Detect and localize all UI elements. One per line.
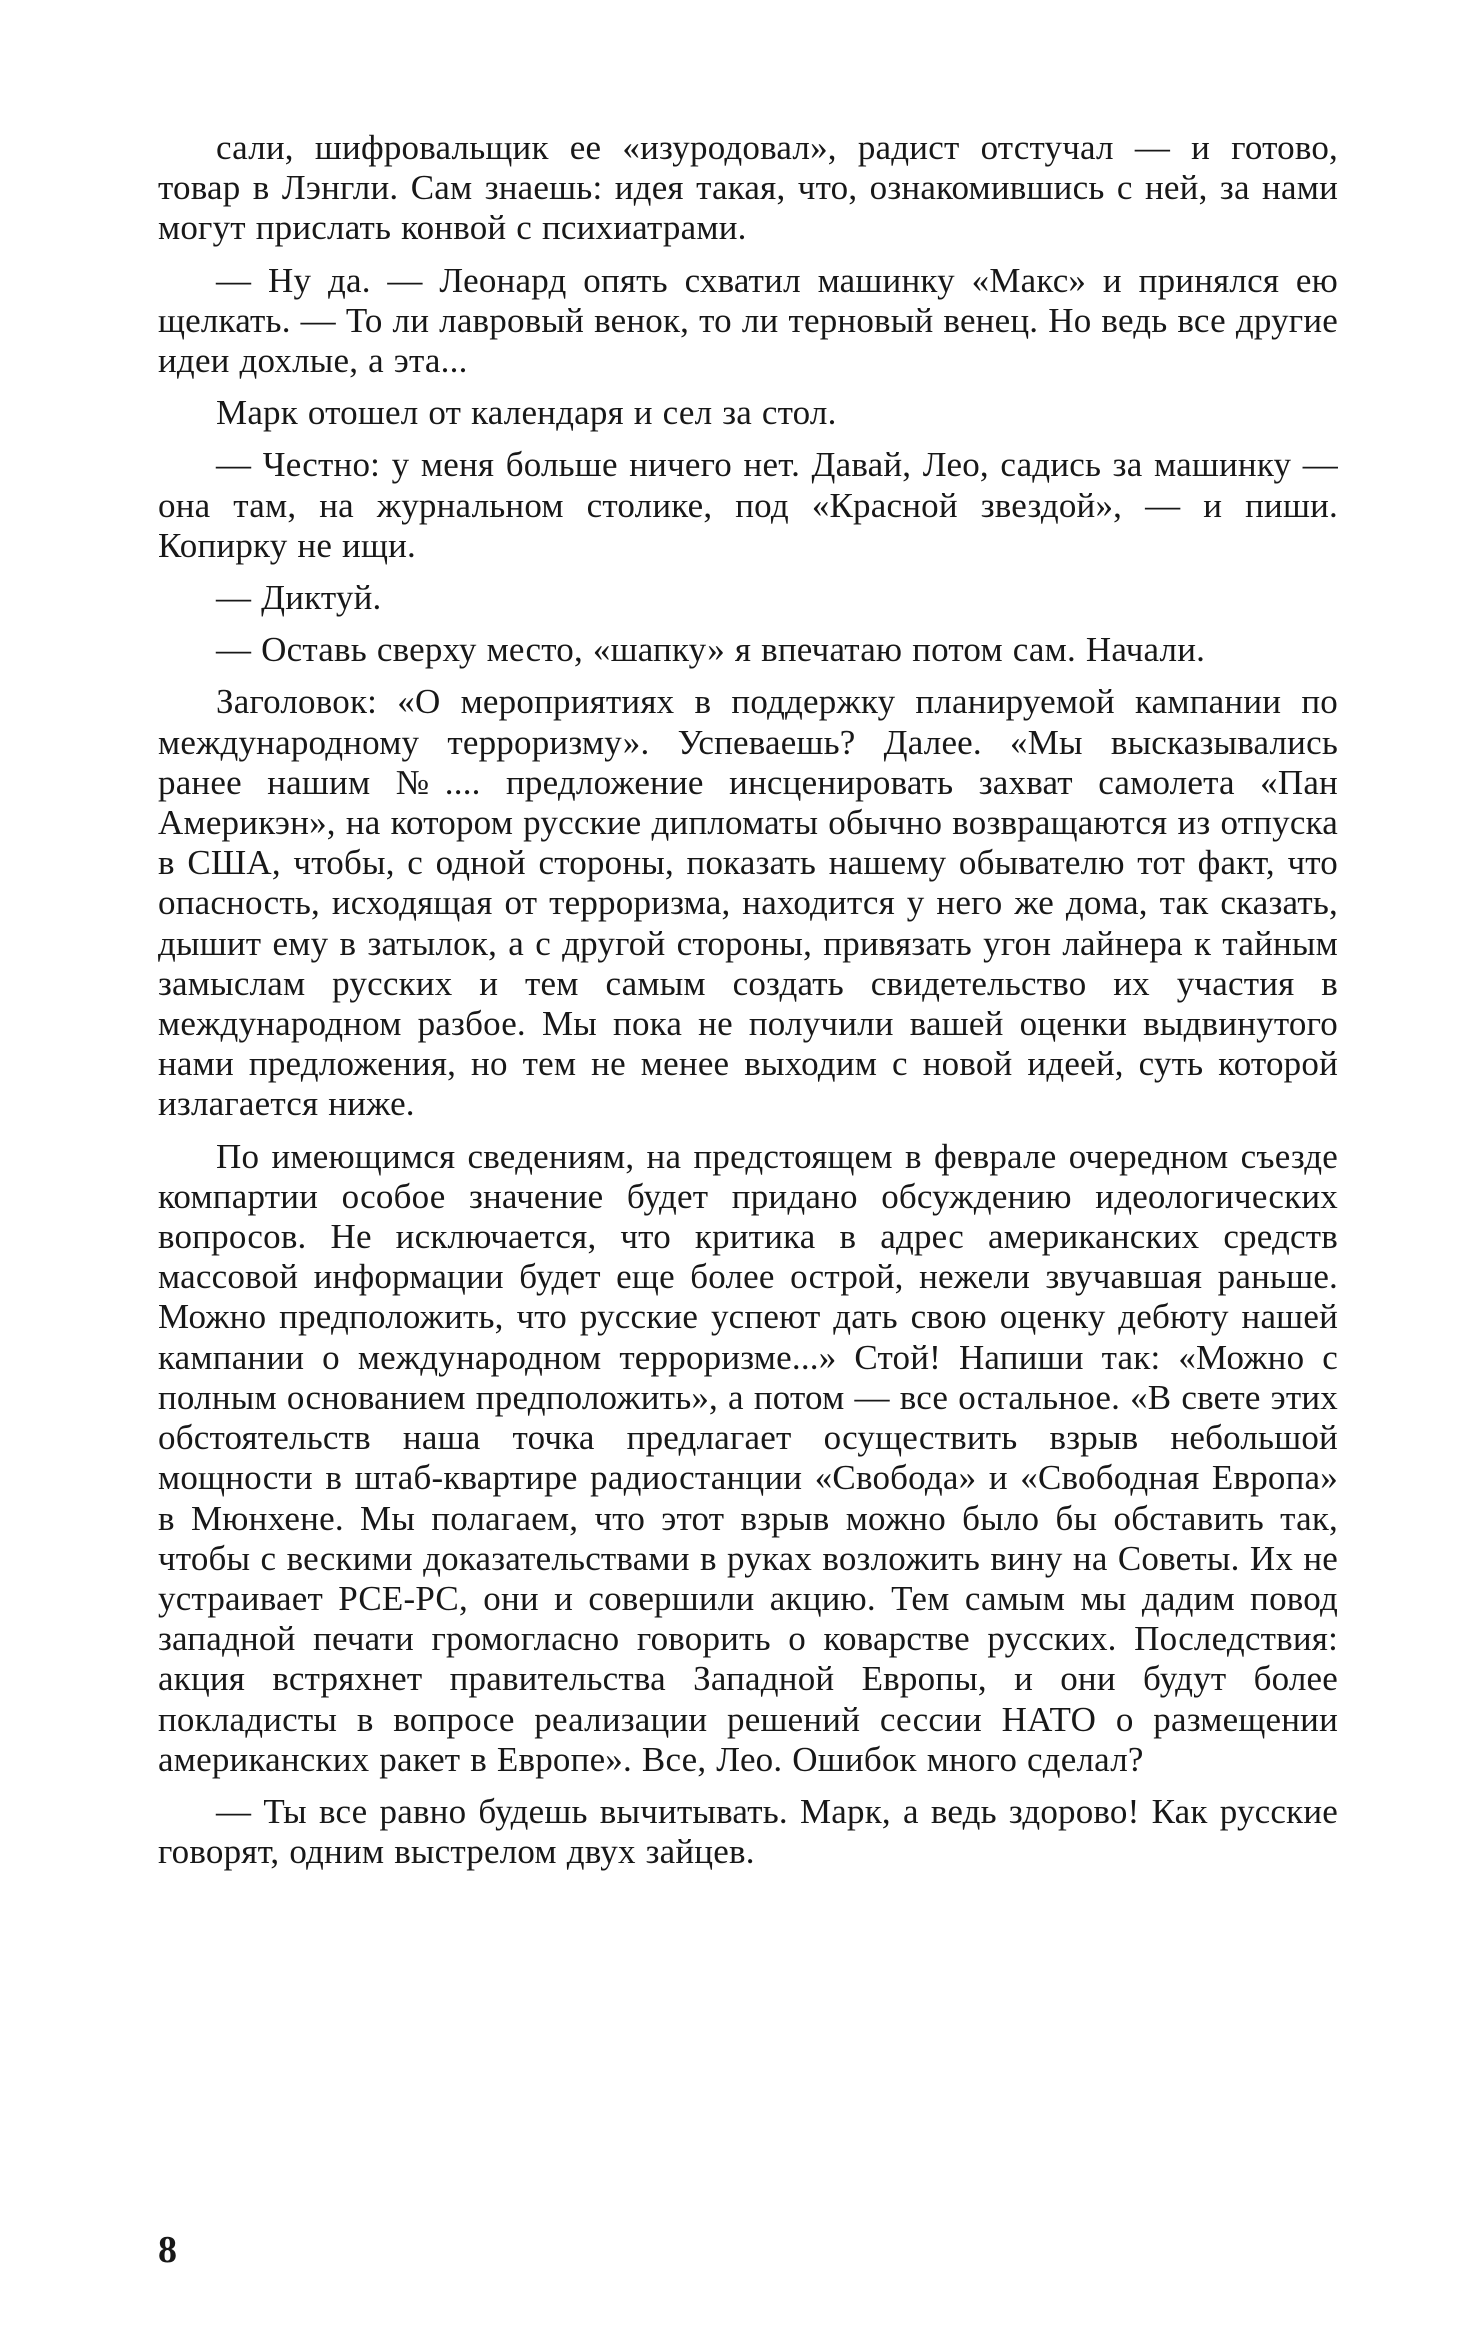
paragraph-6: — Оставь сверху место, «шапку» я впечатаю потом сам. Начали. [216, 630, 1206, 670]
paragraph-3: Марк отошел от календаря и сел за стол. [216, 393, 837, 433]
paragraph-7: Заголовок: «О мероприятиях в поддержку планируемой кампании по международному терроризму». Успеваешь? Далее. «Мы высказывались ранее нашим №.... предложение инсценировать захват самолета «Пан Америкэн», на котором русские дипломаты обычно возвращаются из отпуска в США, чтобы, с одной стороны, показать нашему обывателю тот факт, что опасность, исходящая от терроризма, находится у него же дома, так сказать, дышит ему в затылок, а с другой стороны, привязать угон лайнера к тайным замыслам русских и тем самым создать свидетельство их участия в международном разбое. Мы пока не получили вашей оценки выдвинутого нами предложения, но тем не менее выходим с новой идеей, суть которой излагается ниже. [158, 682, 1338, 1124]
paragraph-4: — Честно: у меня больше ничего нет. Давай, Лео, садись за машинку — она там, на журнальном столике, под «Красной звездой», — и пиши. Копирку не ищи. [158, 445, 1338, 565]
page-text [158, 128, 1338, 1884]
paragraph-8: По имеющимся сведениям, на предстоящем в феврале очередном съезде компартии особое значение будет придано обсуждению идеологических вопросов. Не исключается, что критика в адрес американских средств массовой информации будет еще более острой, нежели звучавшая раньше. Можно предположить, что русские успеют дать свою оценку дебюту нашей кампании о международном терроризме...» Стой! Напиши так: «Можно с полным основанием предположить», а потом — все остальное. «В свете этих обстоятельств наша точка предлагает осуществить взрыв небольшой мощности в штаб-квартире радиостанции «Свобода» и «Свободная Европа» в Мюнхене. Мы полагаем, что этот взрыв можно было бы обставить так, чтобы с вескими доказательствами в руках возложить вину на Советы. Их не устраивает РСЕ-РС, они и совершили акцию. Тем самым мы дадим повод западной печати громогласно говорить о коварстве русских. Последствия: акция встряхнет правительства Западной Европы, и они будут более покладисты в вопросе реализации решений сессии НАТО о размещении американских ракет в Европе». Все, Лео. Ошибок много сделал? [158, 1136, 1338, 1779]
paragraph-9: — Ты все равно будешь вычитывать. Марк, а ведь здорово! Как русские говорят, одним выстрелом двух зайцев. [158, 1791, 1338, 1872]
paragraph-2: — Ну да. — Леонард опять схватил машинку «Макс» и принялся ею щелкать. — То ли лавровый венок, то ли терновый венец. Но ведь все другие идеи дохлые, а эта... [158, 260, 1338, 381]
paragraph-5: — Диктуй. [216, 578, 382, 618]
page-number: 8 [158, 2229, 177, 2271]
paragraph-1: сали, шифровальщик ее «изуродовал», радист отстучал — и готово, товар в Лэнгли. Сам знаешь: идея такая, что, ознакомившись с ней, за нами могут прислать конвой с психиатрами. [158, 128, 1338, 248]
